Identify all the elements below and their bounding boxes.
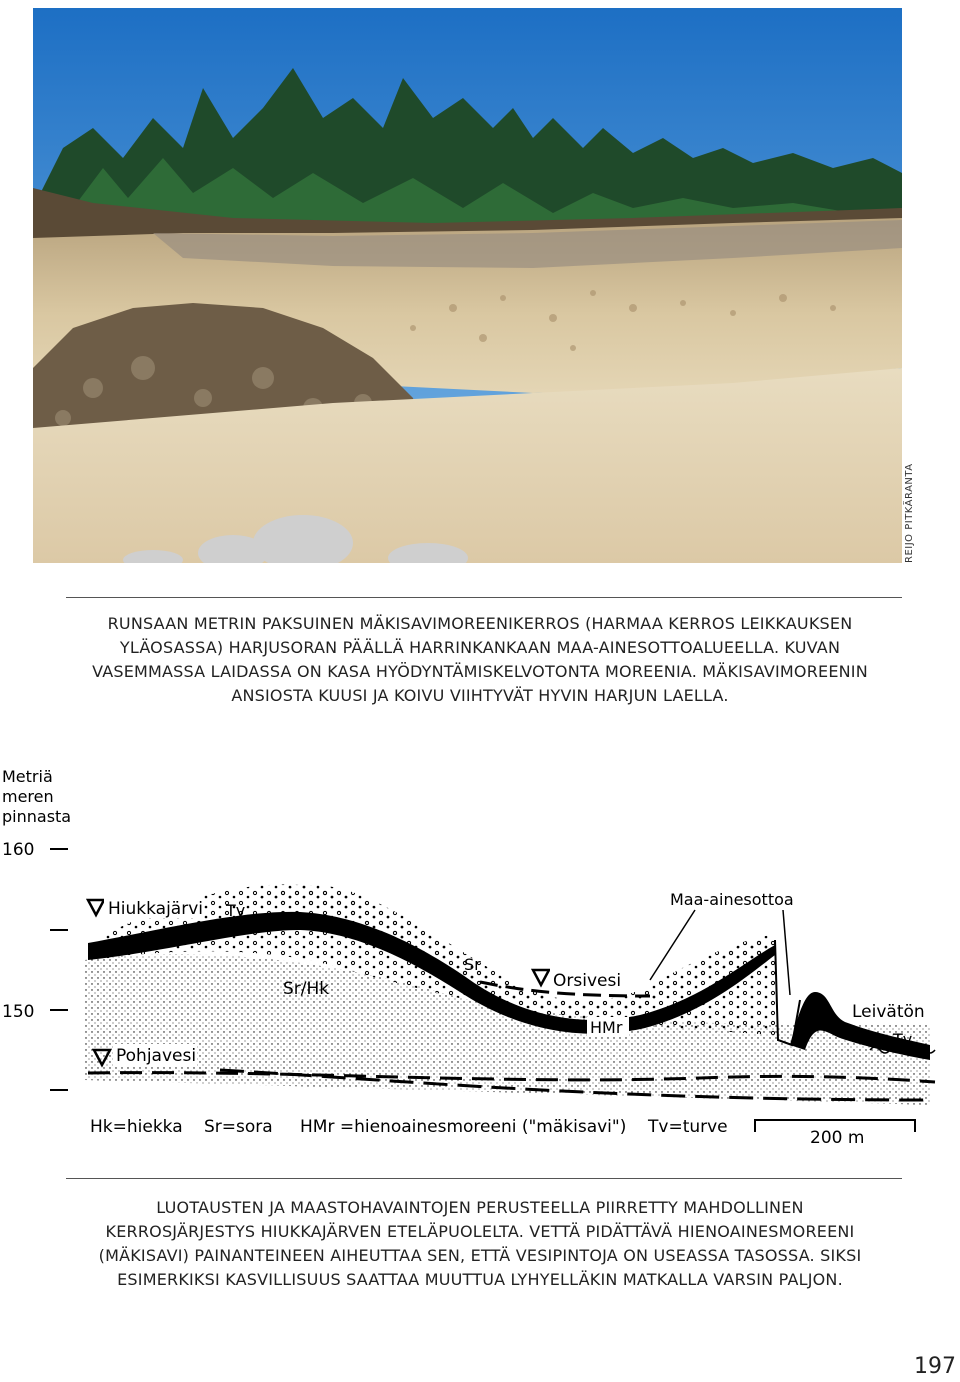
label-sr-hk: Sr/Hk [283,979,330,999]
top-caption-rule [66,597,902,598]
top-caption-line: YLÄOSASSA) HARJUSORAN PÄÄLLÄ HARRINKANKAAN MAA-AINESOTTOALUEELLA. KUVAN [119,638,841,657]
top-caption [20,612,940,708]
label-hiukkajarvi: Hiukkajärvi [108,899,204,919]
label-orsivesi: Orsivesi [553,971,622,991]
top-caption-line: VASEMMASSA LAIDASSA ON KASA HYÖDYNTÄMISKELVOTONTA MOREENIA. MÄKISAVIMOREENIN [92,662,868,681]
bottom-caption-line: KERROSJÄRJESTYS HIUKKAJÄRVEN ETELÄPUOLELTA. VETTÄ PIDÄTTÄVÄ HIENOAINESMOREENI [105,1222,855,1241]
tick-label-150: 150 [2,1002,35,1022]
axis-title-line: meren [2,787,54,806]
page-number: 197 [914,1354,956,1379]
legend-hmr: HMr =hienoainesmoreeni ("mäkisavi") [300,1117,627,1137]
water-level-triangle-icon [88,900,104,915]
legend-hk: Hk=hiekka [90,1117,183,1137]
top-caption-line: ANSIOSTA KUUSI JA KOIVU VIIHTYVÄT HYVIN HARJUN LAELLA. [231,686,729,705]
top-caption-line: RUNSAAN METRIN PAKSUINEN MÄKISAVIMOREENIKERROS (HARMAA KERROS LEIKKAUKSEN [107,614,853,633]
bottom-caption-line: (MÄKISAVI) PAINANTEINEEN AIHEUTTAA SEN, ETTÄ VESIPINTOJA ON USEASSA TASOSSA. SIKSI [98,1246,862,1265]
bottom-caption-line: ESIMERKIKSI KASVILLISUUS SAATTAA MUUTTUA LYHYELLÄKIN MATKALLA VARSIN PALJON. [117,1270,843,1289]
bottom-caption-line: LUOTAUSTEN JA MAASTOHAVAINTOJEN PERUSTEELLA PIIRRETTY MAHDOLLINEN [156,1198,804,1217]
gravel-pit-photo [33,8,902,563]
bottom-caption-rule [66,1178,902,1179]
label-tv-right: Tv [893,1030,913,1049]
label-maa-ainesottoa: Maa-ainesottoa [670,890,794,909]
legend-tv: Tv=turve [648,1117,728,1137]
arrow-line [783,910,790,995]
label-sr: Sr [464,955,481,974]
label-hmr: HMr [590,1018,623,1037]
photo-credit [902,450,920,565]
axis-title-line: Metriä [2,767,53,786]
label-tv-left: Tv [226,901,246,920]
scale-label: 200 m [810,1128,865,1148]
legend-sr: Sr=sora [204,1117,273,1137]
cross-section-diagram [0,760,960,1160]
tick-label-160: 160 [2,840,35,860]
photo-credit-text: REIJO PITKÄRANTA [904,463,915,563]
water-level-triangle-icon [533,970,549,985]
gravel-pit-photo-icon [33,8,902,563]
label-pohjavesi: Pohjavesi [116,1046,197,1066]
axis-title-line: pinnasta [2,807,72,826]
label-leivaton: Leivätön [852,1002,925,1022]
bottom-caption [20,1196,940,1292]
